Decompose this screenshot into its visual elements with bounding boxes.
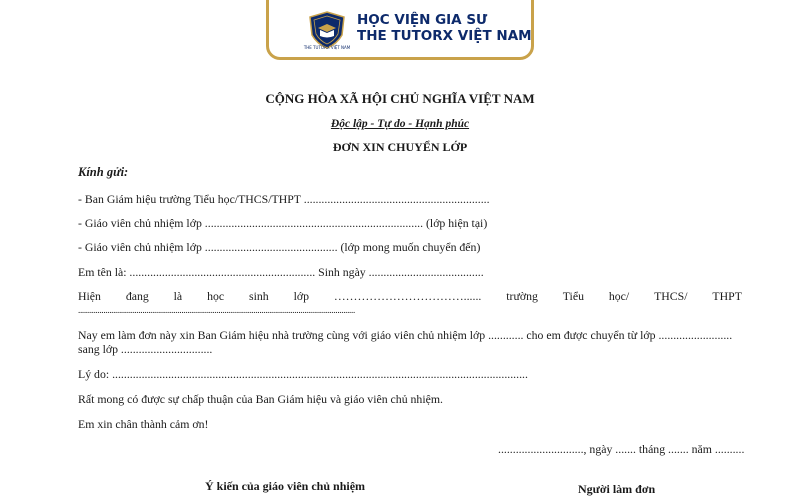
student-class-line-continued: .............................................................................................................................................. [78,305,355,315]
word: học [207,289,225,303]
student-name-line: Em tên là: ............................................................... Sinh ngày ....................................... [78,265,484,279]
date-line: ............................., ngày ....... tháng ....... năm .......... [498,442,745,456]
motto: Độc lập - Tự do - Hạnh phúc [330,118,470,130]
word: là [173,289,183,303]
brand-line-1: HỌC VIỆN GIA SƯ [357,12,488,28]
hope-line: Rất mong có được sự chấp thuận của Ban Giám hiệu và giáo viên chủ nhiệm. [78,392,443,406]
word: lớp [293,289,309,303]
word: học/ [608,289,630,303]
word: sinh [249,289,269,303]
reason-line: Lý do: ............................................................................................................................................. [78,367,528,381]
word: đang [125,289,149,303]
recipient-current-teacher: - Giáo viên chủ nhiệm lớp .......................................................................... (lớp hiện tại) [78,216,488,230]
greeting: Kính gửi: [78,165,129,179]
request-line-2: sang lớp ............................... [78,342,213,356]
word: Hiện [78,289,101,303]
thanks-line: Em xin chân thành cảm ơn! [78,417,209,431]
logo-caption: THE TUTORX VIỆT NAM [303,45,351,50]
student-class-line [78,289,742,304]
word: Tiểu [562,289,584,303]
class-blank: ……………………………...... [333,289,482,303]
word: trường [506,289,538,303]
word: THPT [712,289,742,303]
form-title: ĐƠN XIN CHUYỂN LỚP [332,140,468,154]
word: THCS/ [654,289,688,303]
recipient-principal: - Ban Giám hiệu trường Tiểu học/THCS/THPT ............................................................... [78,192,490,206]
national-title: CỘNG HÒA XÃ HỘI CHỦ NGHĨA VIỆT NAM [265,91,535,106]
recipient-new-teacher: - Giáo viên chủ nhiệm lớp ............................................. (lớp mong muốn chuyển đến) [78,240,481,254]
brand-line-2: THE TUTORX VIỆT NAM [357,28,532,44]
teacher-opinion-heading: Ý kiến của giáo viên chủ nhiệm [205,479,366,493]
request-line-1: Nay em làm đơn này xin Ban Giám hiệu nhà trường cùng với giáo viên chủ nhiệm lớp ............ cho em được chuyển từ lớp ......................... [78,328,733,342]
applicant-heading: Người làm đơn [578,482,656,496]
